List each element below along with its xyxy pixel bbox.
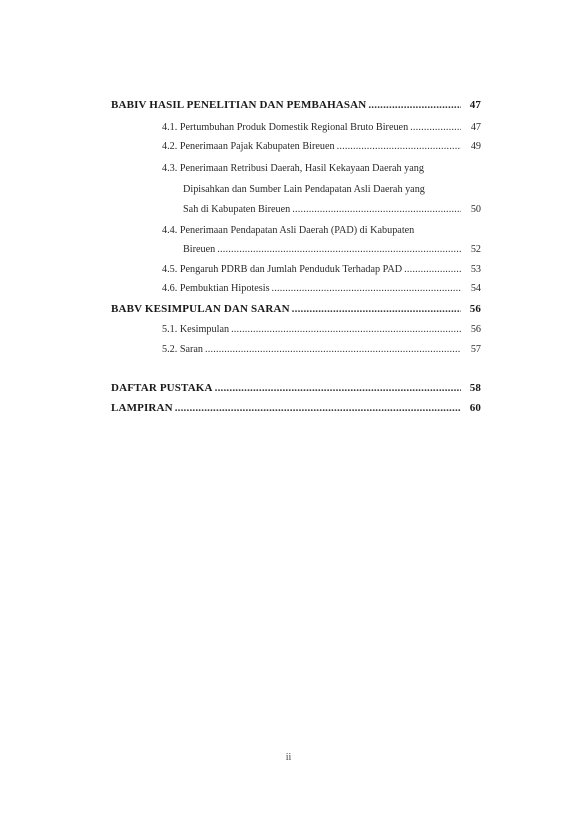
toc-entry-daftar-pustaka	[111, 381, 481, 395]
page-number: 50	[470, 204, 481, 215]
page-number: 54	[470, 283, 481, 294]
page-number: 49	[470, 141, 481, 152]
dot-leader	[215, 381, 461, 395]
page-number: 47	[470, 122, 481, 133]
page-number: 57	[470, 344, 481, 355]
dot-leader	[175, 401, 461, 415]
section-title: 4.4. Penerimaan Pendapatan Asli Daerah (PAD) di Kabupaten	[162, 225, 415, 236]
dot-leader	[231, 323, 461, 337]
toc-entry-4-3-line-2	[183, 183, 481, 197]
section-title: 4.3. Penerimaan Retribusi Daerah, Hasil Kekayaan Daerah yang	[162, 163, 424, 174]
section-title: 5.1. Kesimpulan	[162, 324, 230, 335]
page-number: 60	[469, 402, 481, 414]
toc-entry-lampiran	[111, 401, 481, 415]
chapter-prefix: BAB	[111, 99, 135, 111]
dot-leader	[410, 121, 461, 135]
dot-leader	[272, 282, 461, 296]
section-title-continued: Sah di Kabupaten Bireuen	[183, 204, 291, 215]
dot-leader	[368, 98, 461, 112]
section-title: 4.2. Penerimaan Pajak Kabupaten Bireuen	[162, 141, 335, 152]
dot-leader	[292, 302, 461, 316]
dot-leader	[292, 203, 461, 217]
footer-page-number: ii	[285, 752, 292, 763]
toc-entry-4-6	[162, 282, 481, 296]
page-number: 56	[469, 303, 481, 315]
section-title-continued: Bireuen	[183, 244, 216, 255]
toc-entry-4-5	[162, 263, 481, 277]
toc-entry-4-4-line-2	[183, 243, 481, 257]
page-number: 56	[470, 324, 481, 335]
toc-entry-4-4-line-1	[162, 224, 481, 238]
chapter-title: IV HASIL PENELITIAN DAN PEMBAHASAN	[134, 99, 367, 111]
toc-entry-4-3-line-1	[162, 162, 481, 176]
toc-entry-5-1	[162, 323, 481, 337]
section-title: 4.1. Pertumbuhan Produk Domestik Regional Bruto Bireuen	[162, 122, 409, 133]
toc-entry-bab-5	[111, 302, 481, 316]
section-title: 4.5. Pengaruh PDRB dan Jumlah Penduduk Terhadap PAD	[162, 264, 403, 275]
dot-leader	[337, 140, 461, 154]
toc-entry-4-3-line-3	[183, 203, 481, 217]
dot-leader	[404, 263, 461, 277]
section-title: 4.6. Pembuktian Hipotesis	[162, 283, 270, 294]
dot-leader	[205, 343, 461, 357]
toc-entry-4-1	[162, 121, 481, 135]
toc-entry-bab-4	[111, 98, 481, 112]
page-number: 52	[470, 244, 481, 255]
chapter-title: V KESIMPULAN DAN SARAN	[134, 303, 290, 315]
chapter-prefix: BAB	[111, 303, 135, 315]
section-title-continued: Dipisahkan dan Sumber Lain Pendapatan Asli Daerah yang	[183, 184, 425, 195]
toc-entry-4-2	[162, 140, 481, 154]
page-number: 53	[470, 264, 481, 275]
dot-leader	[217, 243, 461, 257]
chapter-title: DAFTAR PUSTAKA	[111, 382, 213, 394]
chapter-title: LAMPIRAN	[111, 402, 173, 414]
section-title: 5.2. Saran	[162, 344, 204, 355]
page-number: 58	[469, 382, 481, 394]
page-number: 47	[469, 99, 481, 111]
toc-entry-5-2	[162, 343, 481, 357]
